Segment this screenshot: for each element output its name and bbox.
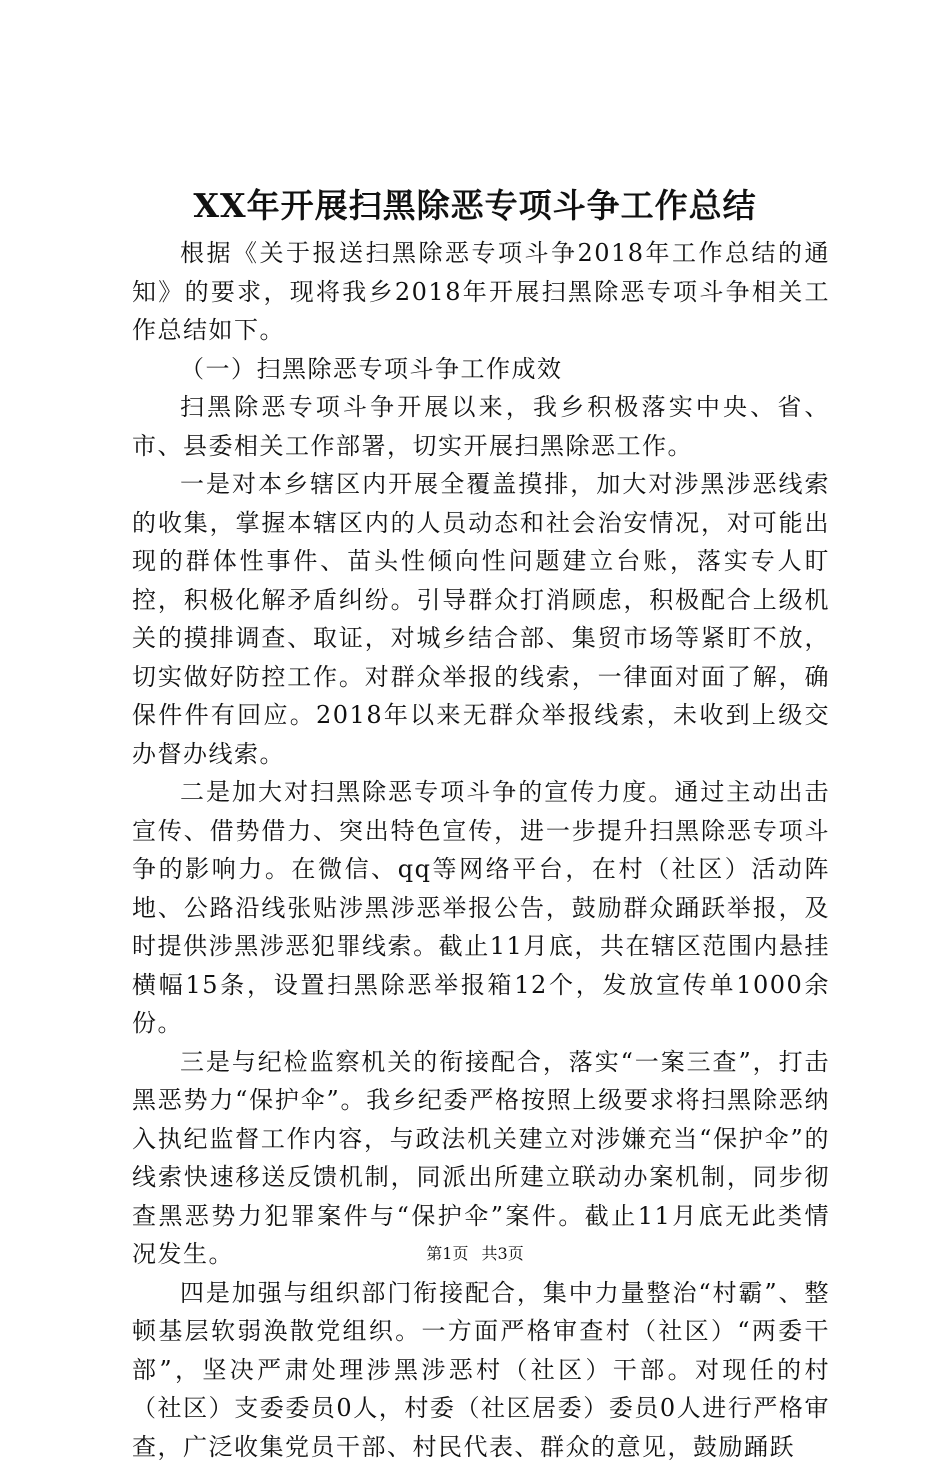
intro-paragraph: 根据《关于报送扫黑除恶专项斗争2018年工作总结的通知》的要求，现将我乡2018年开展扫黑除恶专项斗争相关工作总结如下。: [132, 234, 830, 350]
document-title: XX年开展扫黑除恶专项斗争工作总结: [0, 182, 950, 230]
page-number: 第1页: [426, 1244, 468, 1263]
document-body: [132, 234, 830, 1466]
page-total: 共3页: [482, 1244, 524, 1263]
item-three-paragraph: 三是与纪检监察机关的衔接配合，落实“一案三查”，打击黑恶势力“保护伞”。我乡纪委严格按照上级要求将扫黑除恶纳入执纪监督工作内容，与政法机关建立对涉嫌充当“保护伞”的线索快速移送反馈机制，同派出所建立联动办案机制，同步彻查黑恶势力犯罪案件与“保护伞”案件。截止11月底无此类情况发生。: [132, 1043, 830, 1274]
item-two-paragraph: 二是加大对扫黑除恶专项斗争的宣传力度。通过主动出击宣传、借势借力、突出特色宣传，进一步提升扫黑除恶专项斗争的影响力。在微信、qq等网络平台，在村（社区）活动阵地、公路沿线张贴涉黑涉恶举报公告，鼓励群众踊跃举报，及时提供涉黑涉恶犯罪线索。截止11月底，共在辖区范围内悬挂横幅15条，设置扫黑除恶举报箱12个，发放宣传单1000余份。: [132, 773, 830, 1043]
section-heading: （一）扫黑除恶专项斗争工作成效: [132, 350, 830, 389]
summary-paragraph: 扫黑除恶专项斗争开展以来，我乡积极落实中央、省、市、县委相关工作部署，切实开展扫黑除恶工作。: [132, 388, 830, 465]
item-one-paragraph: 一是对本乡辖区内开展全覆盖摸排，加大对涉黑涉恶线索的收集，掌握本辖区内的人员动态和社会治安情况，对可能出现的群体性事件、苗头性倾向性问题建立台账，落实专人盯控，积极化解矛盾纠纷。引导群众打消顾虑，积极配合上级机关的摸排调查、取证，对城乡结合部、集贸市场等紧盯不放，切实做好防控工作。对群众举报的线索，一律面对面了解，确保件件有回应。2018年以来无群众举报线索，未收到上级交办督办线索。: [132, 465, 830, 773]
item-four-paragraph: 四是加强与组织部门衔接配合，集中力量整治“村霸”、整顿基层软弱涣散党组织。一方面严格审查村（社区）“两委干部”，坚决严肃处理涉黑涉恶村（社区）干部。对现任的村（社区）支委委员0人，村委（社区居委）委员0人进行严格审查，广泛收集党员干部、村民代表、群众的意见，鼓励踊跃: [132, 1274, 830, 1466]
page-footer: [0, 1242, 950, 1266]
